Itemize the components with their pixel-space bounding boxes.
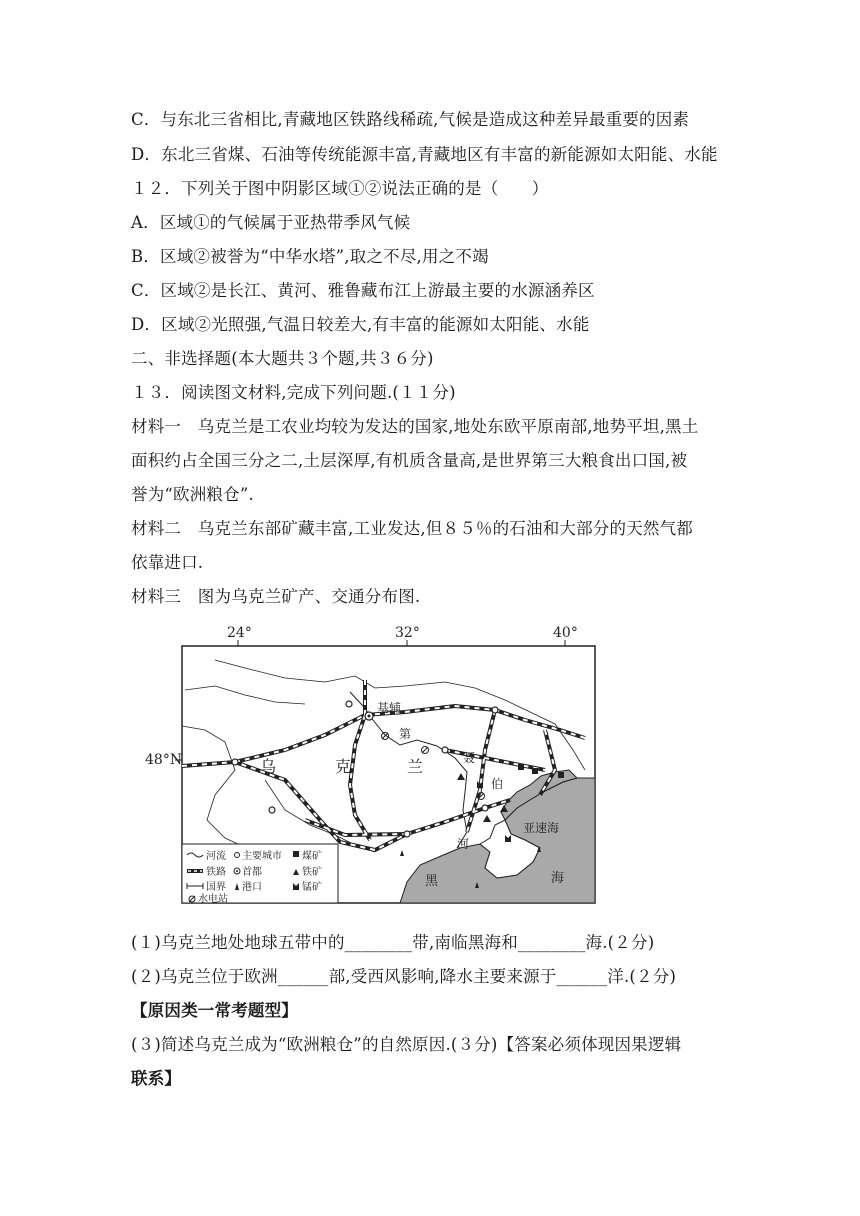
question-type-tag: 【原因类一常考题型】	[131, 1001, 298, 1020]
material-1-line-1: 材料一 乌克兰是工农业均较为发达的国家,地处东欧平原南部,地势平坦,黑土	[131, 417, 699, 436]
legend-city: 主要城市	[242, 851, 282, 862]
legend-border: 国界	[206, 882, 226, 893]
option-a-12: A．区域①的气候属于亚热带季风气候	[131, 213, 411, 232]
legend-river: 河流	[206, 851, 226, 862]
legend-iron: 铁矿	[302, 867, 322, 878]
question-12: １２．下列关于图中阴影区域①②说法正确的是（ ）	[131, 179, 549, 198]
map-legend	[182, 844, 338, 905]
label-sea: 海	[551, 871, 565, 886]
option-b-12: B．区域②被誉为“中华水塔”,取之不尽,用之不竭	[131, 247, 489, 266]
material-3: 材料三 图为乌克兰矿产、交通分布图.	[131, 587, 421, 606]
section-heading: 二、非选择题(本大题共３个题,共３６分)	[131, 349, 434, 368]
option-c-11: C．与东北三省相比,青藏地区铁路线稀疏,气候是造成这种差异最重要的因素	[131, 110, 690, 129]
question-13-3: (３)简述乌克兰成为“欧洲粮仓”的自然原因.(３分)【答案必须体现因果逻辑	[131, 1035, 682, 1054]
legend-coal: 煤矿	[302, 851, 322, 862]
option-c-12: C．区域②是长江、黄河、雅鲁藏布江上游最主要的水源涵养区	[131, 281, 595, 300]
label-lan: 兰	[407, 757, 424, 776]
legend-capital: 首都	[242, 867, 262, 878]
label-dnipro-2: 聂	[463, 751, 476, 765]
lon-label-24: 24°	[227, 625, 252, 641]
legend-port: 港口	[242, 882, 262, 893]
lon-label-40: 40°	[553, 625, 578, 641]
lon-label-32: 32°	[395, 625, 420, 641]
label-dnipro-4: 河	[457, 837, 470, 851]
label-black: 黑	[425, 874, 439, 889]
question-13-3-cont: 联系】	[131, 1069, 182, 1088]
legend-railway: 铁路	[206, 867, 226, 878]
label-wu: 乌	[260, 757, 277, 776]
question-13-2: (２)乌克兰位于欧洲______部,受西风影响,降水主要来源于______洋.(２分)	[131, 967, 677, 986]
material-1-line-3: 誉为“欧洲粮仓”.	[131, 485, 254, 504]
option-d-12: D．区域②光照强,气温日较差大,有丰富的能源如太阳能、水能	[131, 315, 590, 334]
material-2-line-2: 依靠进口.	[131, 553, 204, 572]
material-2-line-1: 材料二 乌克兰东部矿藏丰富,工业发达,但８５％的石油和大部分的天然气都	[131, 519, 693, 538]
material-1-line-2: 面积约占全国三分之二,土层深厚,有机质含量高,是世界第三大粮食出口国,被	[131, 451, 688, 470]
option-d-11: D．东北三省煤、石油等传统能源丰富,青藏地区有丰富的新能源如太阳能、水能	[131, 145, 718, 164]
legend-manganese: 锰矿	[302, 882, 322, 893]
ukraine-map	[145, 620, 610, 910]
label-ke: 克	[335, 757, 352, 776]
lat-label-48n: 48°N	[145, 752, 183, 768]
question-13-1: (１)乌克兰地处地球五带中的________带,南临黑海和________海.(２分)	[131, 933, 655, 952]
label-azov-sea: 亚速海	[523, 821, 560, 835]
label-dnipro-1: 第	[399, 727, 412, 741]
question-13: １３．阅读图文材料,完成下列问题.(１１分)	[131, 383, 456, 402]
label-kyiv: 基辅	[377, 701, 402, 715]
label-dnipro-3: 伯	[491, 777, 504, 791]
legend-hydro: 水电站	[198, 894, 228, 905]
